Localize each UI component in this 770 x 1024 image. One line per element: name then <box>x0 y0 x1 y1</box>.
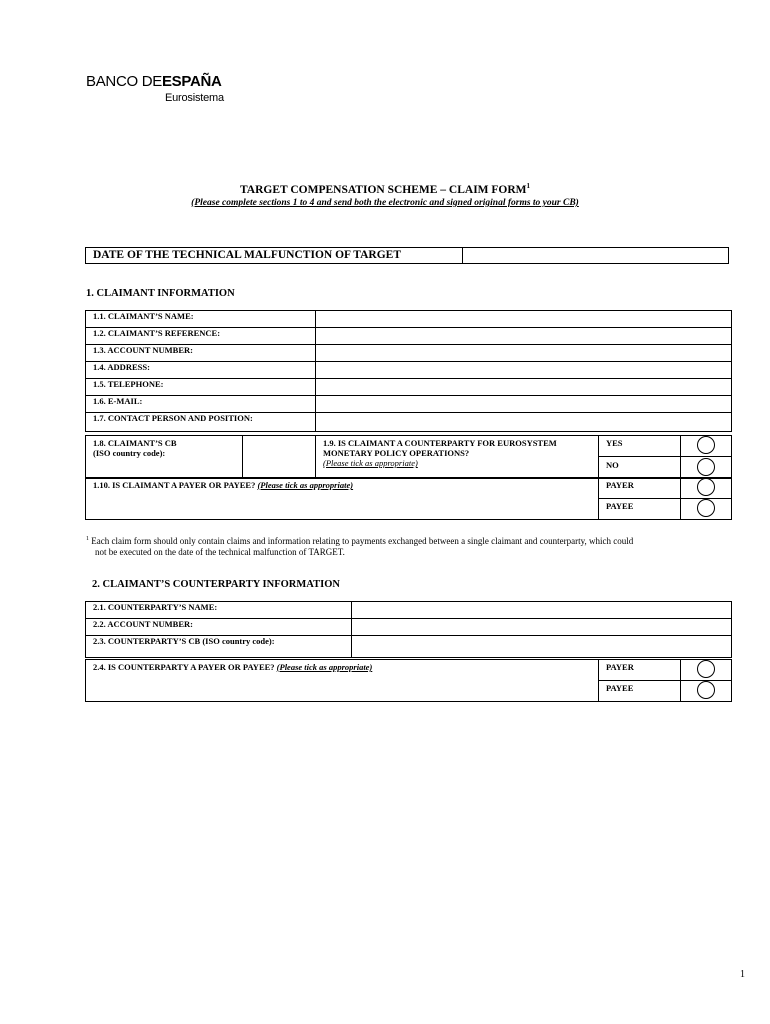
email-field[interactable] <box>316 396 732 413</box>
q110-hint: (Please tick as appropriate) <box>257 480 354 490</box>
claimant-reference-label: 1.2. CLAIMANT’S REFERENCE: <box>86 328 316 345</box>
counterparty-payer-label: PAYER <box>599 660 681 681</box>
banco-de-espana-logo <box>86 73 222 90</box>
account-number-label: 1.3. ACCOUNT NUMBER: <box>86 345 316 362</box>
eurosystem-counterparty-question <box>316 436 599 479</box>
logo-espana: ESPAÑA <box>161 73 222 90</box>
counterparty-cb-label: 2.3. COUNTERPARTY’S CB (ISO country code): <box>86 636 352 658</box>
counterparty-info-table <box>85 601 732 658</box>
claimant-payer-tick-cell <box>681 478 732 499</box>
q110-text: 1.10. IS CLAIMANT A PAYER OR PAYEE? <box>93 480 256 490</box>
counterparty-name-field[interactable] <box>352 602 732 619</box>
counterparty-payer-tick-cell <box>681 660 732 681</box>
q19-hint: (Please tick as appropriate) <box>323 458 418 468</box>
footnote-line1-wrap <box>86 534 726 547</box>
counterparty-name-label: 2.1. COUNTERPARTY’S NAME: <box>86 602 352 619</box>
claimant-cb-label-line2: (ISO country code): <box>93 448 166 458</box>
counterparty-payer-payee-table <box>85 659 732 702</box>
yes-radio[interactable] <box>697 436 715 454</box>
counterparty-payee-radio[interactable] <box>697 681 715 699</box>
title-footnote-mark: 1 <box>526 182 531 190</box>
claimant-name-label: 1.1. CLAIMANT’S NAME: <box>86 311 316 328</box>
yes-tick-cell <box>681 436 732 457</box>
counterparty-account-label: 2.2. ACCOUNT NUMBER: <box>86 619 352 636</box>
payer-payee-question <box>86 478 599 520</box>
no-label: NO <box>599 457 681 479</box>
q19-line2: MONETARY POLICY OPERATIONS? <box>323 448 470 458</box>
counterparty-payer-payee-question <box>86 660 599 702</box>
account-number-field[interactable] <box>316 345 732 362</box>
q24-text: 2.4. IS COUNTERPARTY A PAYER OR PAYEE? <box>93 662 275 672</box>
claimant-cb-field[interactable] <box>243 436 316 479</box>
malfunction-date-field[interactable] <box>468 248 723 263</box>
logo-eurosistema: Eurosistema <box>165 92 224 104</box>
cb-counterparty-table <box>85 435 732 479</box>
q19-line1: 1.9. IS CLAIMANT A COUNTERPARTY FOR EUROSYSTEM <box>323 438 557 448</box>
footnote-mark: 1 <box>86 536 89 542</box>
address-field[interactable] <box>316 362 732 379</box>
form-title <box>0 182 770 196</box>
claimant-name-field[interactable] <box>316 311 732 328</box>
claimant-payer-payee-table <box>85 477 732 520</box>
form-subtitle: (Please complete sections 1 to 4 and send both the electronic and signed original forms to your CB) <box>191 198 579 208</box>
counterparty-payer-radio[interactable] <box>697 660 715 678</box>
claimant-cb-label <box>86 436 243 479</box>
footnote-line1: Each claim form should only contain claims and information relating to payments exchanged between a single claimant and counterparty, which could <box>91 536 634 546</box>
logo-banco-de: BANCO DE <box>86 73 162 90</box>
contact-person-field[interactable] <box>316 413 732 432</box>
counterparty-account-field[interactable] <box>352 619 732 636</box>
claimant-payer-label: PAYER <box>599 478 681 499</box>
malfunction-date-box <box>85 247 729 264</box>
no-tick-cell <box>681 457 732 479</box>
counterparty-cb-field[interactable] <box>352 636 732 658</box>
claimant-info-table <box>85 310 732 432</box>
yes-label: YES <box>599 436 681 457</box>
email-label: 1.6. E-MAIL: <box>86 396 316 413</box>
claimant-reference-field[interactable] <box>316 328 732 345</box>
telephone-field[interactable] <box>316 379 732 396</box>
malfunction-date-label: DATE OF THE TECHNICAL MALFUNCTION OF TARGET <box>93 249 401 261</box>
footnote-line2: not be executed on the date of the technical malfunction of TARGET. <box>95 547 345 557</box>
footnote <box>86 534 726 558</box>
form-title-text: TARGET COMPENSATION SCHEME – CLAIM FORM <box>239 183 527 196</box>
claimant-cb-label-line1: 1.8. CLAIMANT’S CB <box>93 438 177 448</box>
claimant-payee-radio[interactable] <box>697 499 715 517</box>
date-box-divider <box>462 248 463 263</box>
telephone-label: 1.5. TELEPHONE: <box>86 379 316 396</box>
section1-heading: 1. CLAIMANT INFORMATION <box>86 288 235 299</box>
page-number: 1 <box>740 969 745 980</box>
section2-heading: 2. CLAIMANT’S COUNTERPARTY INFORMATION <box>92 579 340 590</box>
q24-hint: (Please tick as appropriate) <box>276 662 373 672</box>
counterparty-payee-label: PAYEE <box>599 681 681 702</box>
claimant-payee-label: PAYEE <box>599 499 681 520</box>
contact-person-label: 1.7. CONTACT PERSON AND POSITION: <box>86 413 316 432</box>
claimant-payee-tick-cell <box>681 499 732 520</box>
counterparty-payee-tick-cell <box>681 681 732 702</box>
address-label: 1.4. ADDRESS: <box>86 362 316 379</box>
claimant-payer-radio[interactable] <box>697 478 715 496</box>
no-radio[interactable] <box>697 458 715 476</box>
